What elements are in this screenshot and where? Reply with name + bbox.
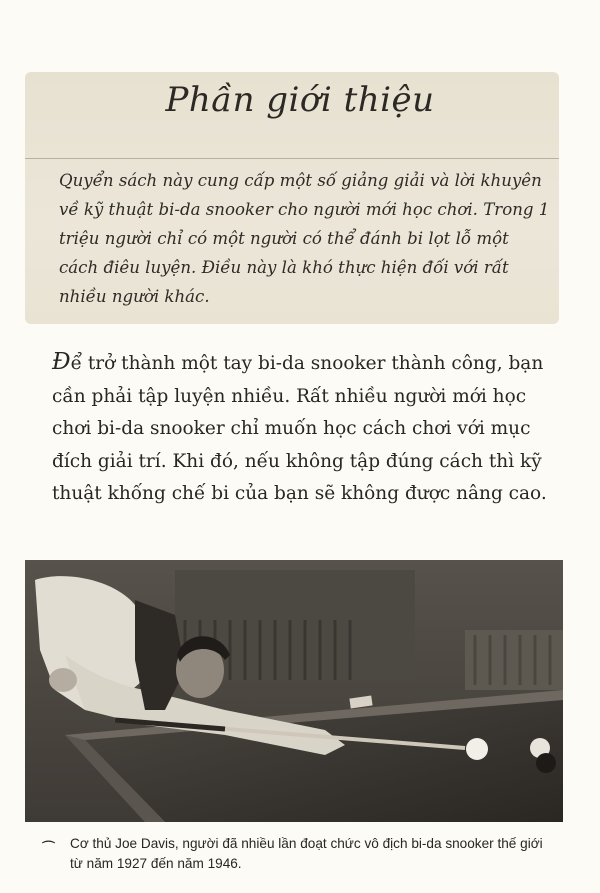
intro-title: Phần giới thiệu	[165, 80, 435, 120]
snooker-player-illustration	[25, 560, 563, 822]
body-text: ể trở thành một tay bi-da snooker thành công, bạn cần phải tập luyện nhiều. Rất nhiều người mới học chơi bi-da snooker chỉ muốn học cách chơi với mục đích giải trí. Khi đó, nếu không tập đúng cách thì kỹ thuật khống chế bi của bạn sẽ không được nâng cao.	[52, 353, 547, 505]
camera-icon: ⌒	[42, 841, 56, 856]
photo-caption: Cơ thủ Joe Davis, người đã nhiều lần đoạt chức vô địch bi-da snooker thế giới từ năm 1927 đến năm 1946.	[70, 836, 543, 871]
intro-text: Quyển sách này cung cấp một số giảng giải và lời khuyên về kỹ thuật bi-da snooker cho người mới học chơi. Trong 1 triệu người chỉ có một người có thể đánh bi lọt lỗ một cách điêu luyện. Điều này là khó thực hiện đối với rất nhiều người khác.	[59, 171, 550, 306]
body-paragraph	[52, 346, 568, 511]
drop-cap: Đ	[52, 349, 71, 375]
snooker-photo	[25, 560, 563, 822]
title-divider	[25, 158, 559, 159]
